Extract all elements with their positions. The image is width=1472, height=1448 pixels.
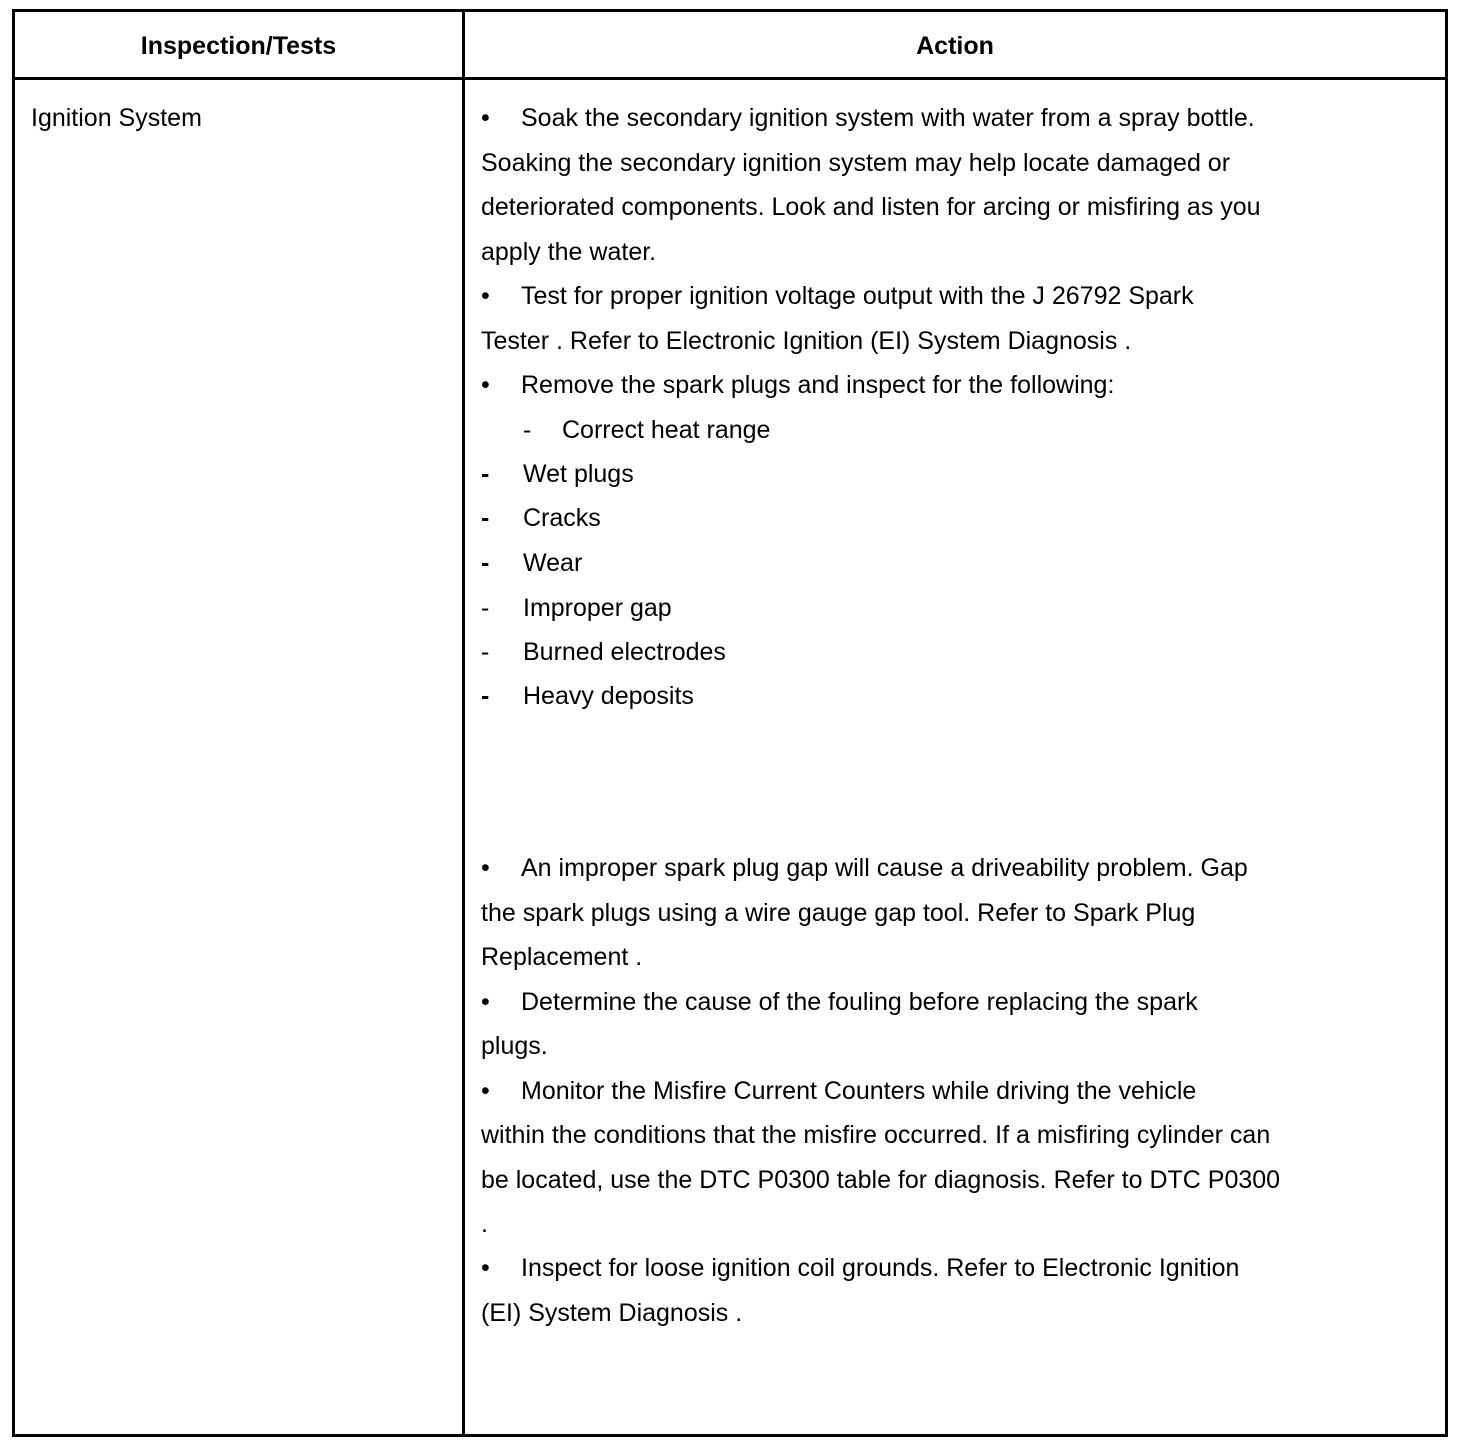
text-line: Soaking the secondary ignition system may help locate damaged or xyxy=(481,149,1231,177)
header-inspection-tests: Inspection/Tests xyxy=(140,32,337,60)
inspection-cell-ignition-system: Ignition System xyxy=(31,104,202,132)
text-line: (EI) System Diagnosis . xyxy=(481,1299,743,1327)
dash-marker: - xyxy=(481,638,490,666)
dash-marker: - xyxy=(481,504,490,532)
bullet-marker: • xyxy=(481,1077,490,1105)
dash-marker: - xyxy=(481,594,490,622)
text-line: Tester . Refer to Electronic Ignition (EI) System Diagnosis . xyxy=(481,327,1132,355)
dash-marker: - xyxy=(523,416,532,444)
text-line: within the conditions that the misfire occurred. If a misfiring cylinder can xyxy=(481,1121,1271,1149)
text-line: apply the water. xyxy=(481,238,657,266)
bullet-marker: • xyxy=(481,1254,490,1282)
table-frame xyxy=(12,9,1448,1437)
bullet-marker: • xyxy=(481,371,490,399)
text-line: the spark plugs using a wire gauge gap tool. Refer to Spark Plug xyxy=(481,899,1196,927)
column-divider xyxy=(462,9,465,1437)
text-line: . xyxy=(481,1210,488,1238)
header-divider xyxy=(12,77,1448,80)
bullet-marker: • xyxy=(481,282,490,310)
dash-marker: - xyxy=(481,460,490,488)
text-line: Replacement . xyxy=(481,943,643,971)
dash-marker: - xyxy=(481,549,490,577)
bullet-marker: • xyxy=(481,854,490,882)
text-line: plugs. xyxy=(481,1032,548,1060)
header-action: Action xyxy=(916,32,994,60)
text-line: be located, use the DTC P0300 table for diagnosis. Refer to DTC P0300 xyxy=(481,1166,1281,1194)
dash-marker: - xyxy=(481,682,490,710)
text-line: deteriorated components. Look and listen for arcing or misfiring as you xyxy=(481,193,1261,221)
bullet-marker: • xyxy=(481,988,490,1016)
bullet-marker: • xyxy=(481,104,490,132)
